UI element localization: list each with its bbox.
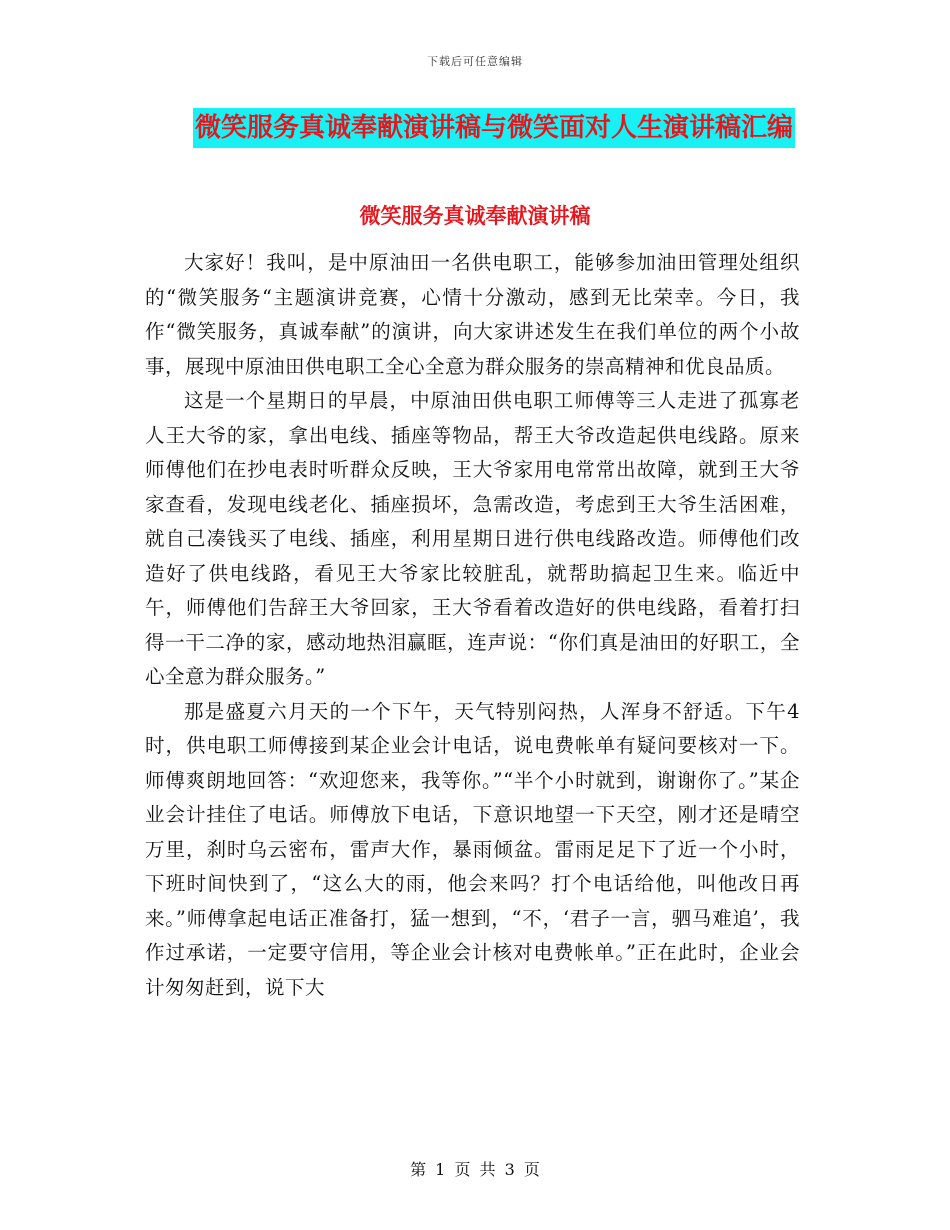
section-title: 微笑服务真诚奉献演讲稿 [359,204,591,228]
paragraph: 那是盛夏六月天的一个下午，天气特别闷热，人浑身不舒适。下午4时，供电职工师傅接到某企业会计电话，说电费帐单有疑问要核对一下。师傅爽朗地回答：“欢迎您来，我等你。”“半个小时就到，谢谢你了。”某企业会计挂住了电话。师傅放下电话，下意识地望一下天空，刚才还是晴空万里，刹时乌云密布，雷声大作，暴雨倾盆。雷雨足足下了近一个小时，下班时间快到了，“这么大的雨，他会来吗？打个电话给他，叫他改日再来。”师傅拿起电话正准备打，猛一想到，“不，‘君子一言，驷马难追’，我作过承诺，一定要守信用，等企业会计核对电费帐单。”正在此时，企业会计匆匆赶到，说下大 [145,699,800,999]
document-body [145,246,800,1005]
paragraph: 这是一个星期日的早晨，中原油田供电职工师傅等三人走进了孤寡老人王大爷的家，拿出电线、插座等物品，帮王大爷改造起供电线路。原来师傅他们在抄电表时听群众反映，王大爷家用电常常出故障，就到王大爷家查看，发现电线老化、插座损坏，急需改造，考虑到王大爷生活困难，就自己凑钱买了电线、插座，利用星期日进行供电线路改造。师傅他们改造好了供电线路，看见王大爷家比较脏乱，就帮助搞起卫生来。临近中午，师傅他们告辞王大爷回家，王大爷看着改造好的供电线路，看着打扫得一干二净的家，感动地热泪赢眶，连声说：“你们真是油田的好职工，全心全意为群众服务。” [145,389,800,688]
paragraph: 大家好！我叫，是中原油田一名供电职工，能够参加油田管理处组织的“微笑服务“主题演讲竞赛，心情十分激动，感到无比荣幸。今日，我作“微笑服务，真诚奉献”的演讲，向大家讲述发生在我们单位的两个小故事，展现中原油田供电职工全心全意为群众服务的崇高精神和优良品质。 [145,251,800,378]
page-footer: 第 1 页 共 3 页 [410,1160,540,1179]
header-note: 下载后可任意编辑 [427,55,523,68]
document-title: 微笑服务真诚奉献演讲稿与微笑面对人生演讲稿汇编 [193,108,795,148]
